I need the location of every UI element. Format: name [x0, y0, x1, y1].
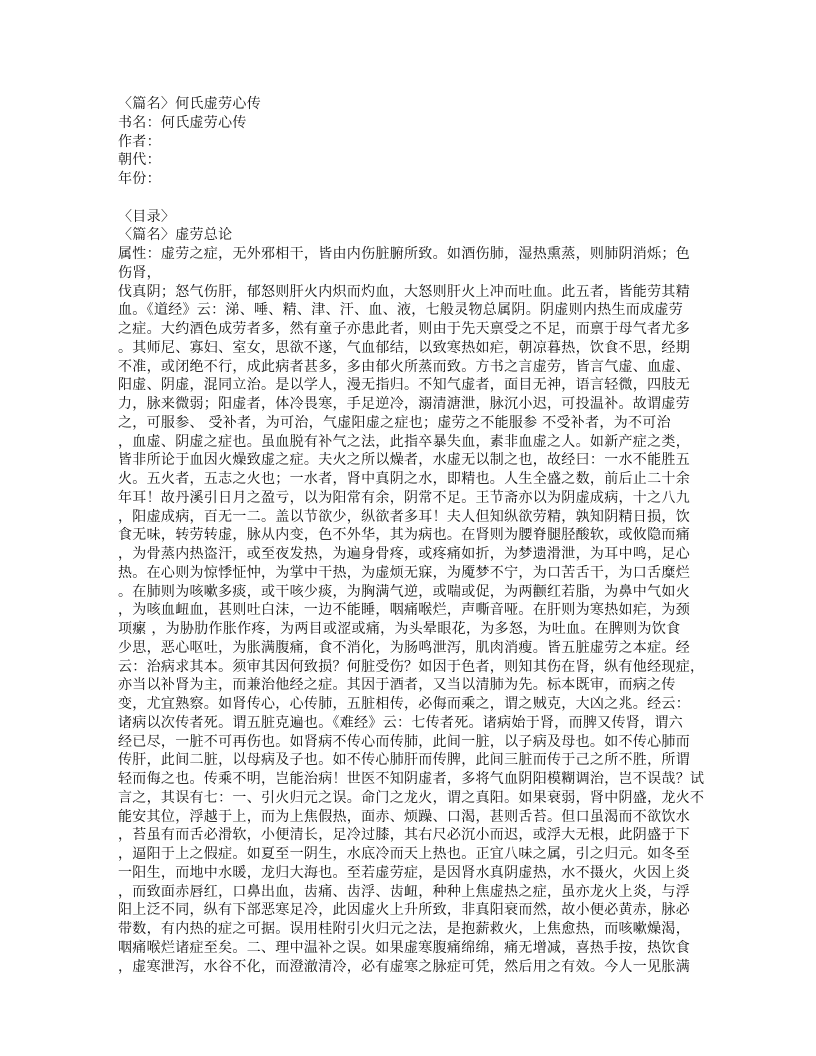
body-line: 少思，恶心呕吐，为胀满腹痛，食不消化，为肠鸣泄泻，肌肉消瘦。皆五脏虚劳之本症。经: [118, 639, 690, 656]
body-line: 火。五火者，五志之火也；一水者，肾中真阴之水，即精也。人生全盛之数，前后止二十余: [118, 471, 690, 487]
body-line: 属性：虚劳之症，无外邪相干，皆由内伤脏腑所致。如酒伤肺，湿热熏蒸，则肺阴消烁；色: [118, 246, 690, 262]
blank-line: [118, 189, 718, 208]
body-line: 变，尤宜熟察。如肾传心，心传肺，五脏相传，必侮而乘之，谓之贼克，大凶之兆。经云：: [118, 696, 690, 712]
body-line: 亦当以补肾为主，而兼治他经之症。其因于酒者，又当以清肺为先。标本既审，而病之传: [118, 677, 676, 694]
body-line: 之，可服参、 受补者，为可治，气虚阳虚之症也；虚劳之不能服参 不受补者，为不可治: [118, 414, 671, 431]
year-field: 年份：: [118, 171, 161, 187]
body-line: 血。《道经》云：涕、唾、精、津、汗、血、液，七般灵物总属阴。阴虚则内热生而成虚劳: [118, 302, 683, 319]
document-page: [118, 95, 718, 976]
body-line: 云：治病求其本。须审其因何致损？何脏受伤？如因于色者，则知其伤在肾，纵有他经现症，: [118, 658, 705, 675]
body-line: 年耳！故丹溪引日月之盈亏，以为阳常有余，阴常不足。王节斋亦以为阴虚成病，十之八九: [118, 489, 690, 506]
book-name: 书名：何氏虚劳心传: [118, 114, 247, 131]
body-line: 能安其位，浮越于上，而为上焦假热，面赤、烦躁、口渴，甚则舌苔。但口虽渴而不欲饮水: [118, 808, 690, 825]
body-line: 伐真阴；怒气伤肝，郁怒则肝火内炽而灼血，大怒则肝火上冲而吐血。此五者，皆能劳其精: [118, 283, 690, 300]
body-line: 不准，或闭绝不行，成此病者甚多，多由郁火所蒸而致。方书之言虚劳，皆言气虚、血虚、: [118, 358, 690, 375]
body-line: 阳虚、阴虚，混同立治。是以学人，漫无指归。不知气虚者，面目无神，语言轻微，四肢无: [118, 377, 690, 394]
author-field: 作者：: [118, 133, 161, 150]
body-line: 食无味，转劳转虚，脉从内变，色不外华，其为病也。在肾则为腰脊腿胫酸软，或攸隐而痛: [118, 527, 690, 544]
body-line: 阳上泛不同，纵有下部恶寒足冷，此因虚火上升所致，非真阳衰而然，故小便必黄赤，脉必: [118, 902, 690, 919]
body-line: ，阳虚成病，百无一二。盖以节欲少，纵欲者多耳！夫人但知纵欲劳精，孰知阴精日损，饮: [118, 508, 690, 525]
body-line: 伤肾，: [118, 264, 161, 281]
body-line: 言之，其误有七：一、引火归元之误。命门之龙火，谓之真阳。如果衰弱，肾中阴盛，龙火不: [118, 789, 705, 806]
body-line: 项瘰 ，为胁肋作胀作疼，为两目或涩或痛，为头晕眼花，为多怒，为吐血。在脾则为饮食: [118, 621, 681, 637]
body-line: 传肝，此间二脏，以母病及子也。如不传心肺肝而传脾，此间三脏而传于己之所不胜，所谓: [118, 752, 690, 769]
body-line: 咽痛喉烂诸症至矣。二、理中温补之误。如果虚寒腹痛绵绵，痛无增减，喜热手按，热饮食: [118, 939, 690, 956]
body-line: 之症。大约酒色成劳者多，然有童子亦患此者，则由于先天禀受之不足，而禀于母气者尤多: [118, 321, 690, 337]
chapter-tag: 〈篇名〉何氏虚劳心传: [118, 96, 261, 112]
body-line: ，为咳血衄血，甚则吐白沫，一边不能睡，咽痛喉烂，声嘶音哑。在肝则为寒热如疟，为颈: [118, 602, 690, 619]
body-line: 力，脉来微弱；阳虚者，体冷畏寒，手足逆冷，溺清溏泄，脉沉小迟，可投温补。故谓虚劳: [118, 396, 690, 412]
body-line: ，虚寒泄泻，水谷不化，而澄澈清冷，必有虚寒之脉症可凭，然后用之有效。今人一见胀满: [118, 958, 690, 975]
section-title: 〈篇名〉虚劳总论: [118, 227, 233, 244]
body-line: 一阳生，而地中水暖，龙归大海也。至若虚劳症，是因肾水真阴虚热，水不摄火，火因上炎: [118, 864, 690, 881]
body-line: 。其师尼、寡妇、室女，思欲不遂，气血郁结，以致寒热如疟，朝凉暮热，饮食不思，经期: [118, 339, 690, 356]
body-line: 诸病以次传者死。谓五脏克遍也。《难经》云：七传者死。诸病始于肾，而脾又传肾，谓六: [118, 714, 683, 731]
dynasty-field: 朝代：: [118, 152, 161, 169]
body-line: ，为骨蒸内热盗汗，或至夜发热，为遍身骨疼，或疼痛如折，为梦遗滑泄，为耳中鸣，足心: [118, 546, 690, 562]
body-line: 。在肺则为咳嗽多痰，或干咳少痰，为胸满气逆，或喘或促，为两颧红若脂，为鼻中气如火: [118, 583, 690, 600]
body-line: 轻而侮之也。传乘不明，岂能治病！世医不知阴虚者，多将气血阴阳模糊调治，岂不误哉？试: [118, 771, 705, 787]
body-line: ，苔虽有而舌必滑软，小便清长，足冷过膝，其右尺必沉小而迟，或浮大无根，此阴盛于下: [118, 827, 690, 844]
body-line: 经已尽，一脏不可再伤也。如肾病不传心而传肺，此间一脏，以子病及母也。如不传心肺而: [118, 733, 690, 750]
body-line: 热。在心则为惊悸怔忡，为掌中干热，为虚烦无寐，为魇梦不宁，为口苦舌干，为口舌糜烂: [118, 564, 690, 581]
body-line: ，逼阳于上之假症。如夏至一阴生，水底冷而天上热也。正宜八味之属，引之归元。如冬至: [118, 846, 690, 862]
toc-tag: 〈目录〉: [118, 208, 176, 225]
body-line: ，血虚、阴虚之症也。虽血脱有补气之法，此指卒暴失血，素非血虚之人。如新产症之类，: [118, 433, 690, 450]
body-line: 带数，有内热的症之可据。误用桂附引火归元之法，是抱薪救火，上焦愈热，而咳嗽燥渴，: [118, 921, 690, 937]
body-line: ，而致面赤唇红，口鼻出血，齿痛、齿浮、齿衄，种种上焦虚热之症，虽亦龙火上炎，与浮: [118, 883, 690, 900]
body-text: [118, 245, 718, 976]
body-line: 皆非所论于血因火燥致虚之症。夫火之所以燥者，水虚无以制之也，故经曰：一水不能胜五: [118, 452, 690, 469]
